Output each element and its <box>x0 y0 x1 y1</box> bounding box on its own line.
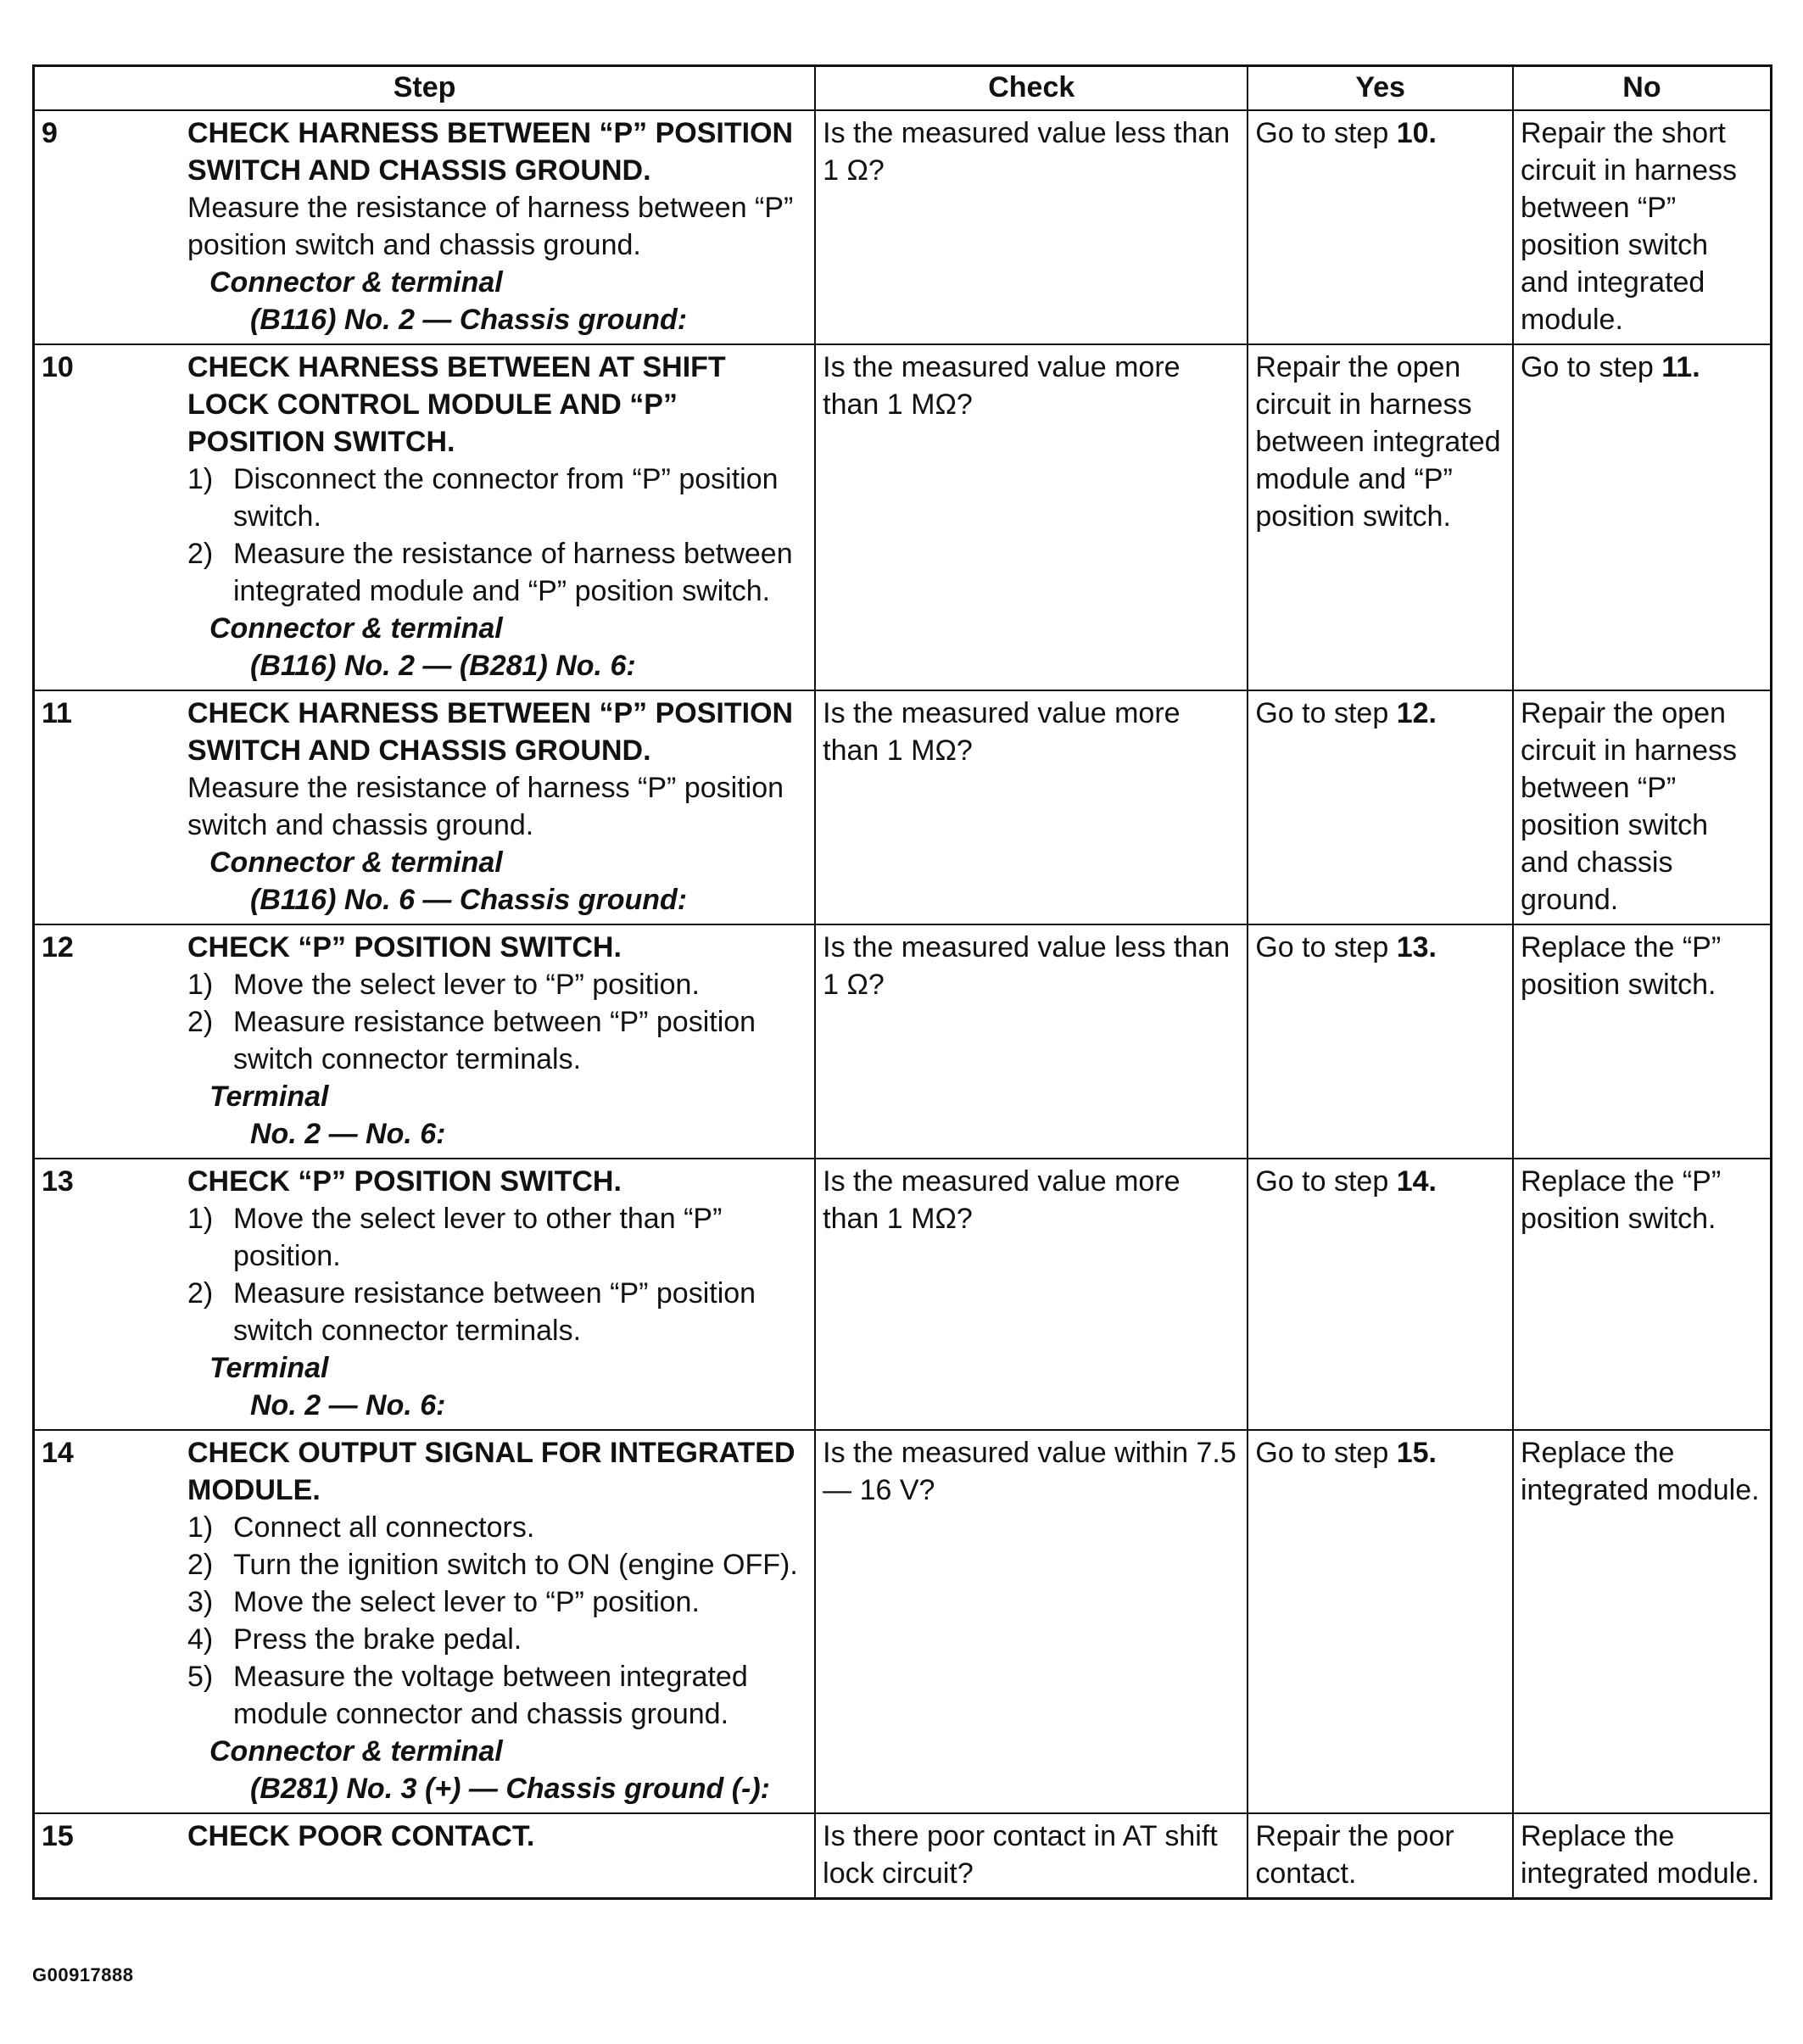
no-text: Replace the integrated module. <box>1520 1437 1760 1506</box>
connector-value: (B116) No. 2 — Chassis ground: <box>250 304 688 336</box>
yes-cell <box>1248 110 1513 344</box>
step-instruction-number: 4) <box>187 1623 214 1656</box>
step-body <box>187 1163 807 1424</box>
step-cell <box>34 1159 816 1430</box>
table-row <box>34 1430 1772 1813</box>
step-title: CHECK “P” POSITION SWITCH. <box>187 931 622 963</box>
step-content <box>42 114 807 338</box>
step-cell <box>34 1430 816 1813</box>
step-instruction-text: Press the brake pedal. <box>233 1623 522 1656</box>
step-instruction <box>187 461 807 535</box>
step-instruction-text: Move the select lever to “P” position. <box>233 1586 700 1618</box>
connector-value: No. 2 — No. 6: <box>250 1118 446 1150</box>
step-number: 14 <box>42 1437 74 1469</box>
connector-label: Connector & terminal <box>209 846 503 879</box>
step-content <box>42 1434 807 1807</box>
table-row <box>34 1813 1772 1899</box>
yes-prefix: Go to step <box>1255 931 1397 963</box>
yes-step-ref: 13. <box>1396 931 1437 963</box>
yes-cell <box>1248 1813 1513 1899</box>
yes-text: Repair the poor contact. <box>1255 1820 1454 1890</box>
step-cell <box>34 344 816 690</box>
step-instruction-number: 2) <box>187 538 214 570</box>
step-instruction-number: 1) <box>187 463 214 495</box>
step-instruction-number: 1) <box>187 969 214 1001</box>
step-intro: Measure the resistance of harness between “P” position switch and chassis ground. <box>187 192 794 261</box>
header-no: No <box>1513 66 1772 111</box>
connector-value: (B116) No. 6 — Chassis ground: <box>250 884 688 916</box>
step-instruction-text: Measure resistance between “P” position switch connector terminals. <box>233 1277 756 1347</box>
step-body <box>187 1818 807 1855</box>
check-cell: Is the measured value more than 1 MΩ? <box>815 1159 1248 1430</box>
step-instruction-text: Turn the ignition switch to ON (engine OFF). <box>233 1549 798 1581</box>
check-cell: Is the measured value more than 1 MΩ? <box>815 690 1248 924</box>
connector-label: Connector & terminal <box>209 1735 503 1768</box>
step-instruction <box>187 1003 807 1078</box>
yes-cell <box>1248 1430 1513 1813</box>
diagnostic-table <box>32 64 1772 1900</box>
step-instruction <box>187 1509 807 1546</box>
step-content <box>42 1818 807 1855</box>
yes-prefix: Go to step <box>1255 1437 1397 1469</box>
step-instruction-number: 2) <box>187 1006 214 1038</box>
header-check: Check <box>815 66 1248 111</box>
table-row <box>34 110 1772 344</box>
step-instruction-number: 1) <box>187 1511 214 1544</box>
step-number: 10 <box>42 351 74 383</box>
no-cell <box>1513 1159 1772 1430</box>
check-cell: Is there poor contact in AT shift lock circuit? <box>815 1813 1248 1899</box>
step-title: CHECK HARNESS BETWEEN “P” POSITION SWITCH AND CHASSIS GROUND. <box>187 697 794 767</box>
step-instruction-text: Measure the resistance of harness between integrated module and “P” position switch. <box>233 538 793 607</box>
check-cell: Is the measured value less than 1 Ω? <box>815 110 1248 344</box>
check-cell: Is the measured value less than 1 Ω? <box>815 924 1248 1159</box>
figure-id: G00917888 <box>32 1964 134 1985</box>
connector-label: Terminal <box>209 1081 329 1113</box>
yes-cell <box>1248 1159 1513 1430</box>
step-number: 13 <box>42 1165 74 1198</box>
connector-value: (B116) No. 2 — (B281) No. 6: <box>250 650 636 682</box>
yes-cell <box>1248 344 1513 690</box>
yes-prefix: Go to step <box>1255 117 1397 149</box>
no-step-ref: 11. <box>1661 351 1700 383</box>
no-text: Replace the “P” position switch. <box>1520 1165 1722 1235</box>
step-body <box>187 1434 807 1807</box>
step-instruction-text: Measure resistance between “P” position switch connector terminals. <box>233 1006 756 1075</box>
step-instruction-number: 2) <box>187 1277 214 1310</box>
step-instruction-text: Connect all connectors. <box>233 1511 535 1544</box>
step-instruction-text: Move the select lever to other than “P” position. <box>233 1203 723 1272</box>
step-instruction <box>187 1200 807 1275</box>
table-row <box>34 344 1772 690</box>
no-cell <box>1513 924 1772 1159</box>
step-title: CHECK HARNESS BETWEEN AT SHIFT LOCK CONTROL MODULE AND “P” POSITION SWITCH. <box>187 351 726 458</box>
no-text: Replace the integrated module. <box>1520 1820 1760 1890</box>
yes-prefix: Go to step <box>1255 697 1397 729</box>
header-row <box>34 66 1772 111</box>
step-body <box>187 929 807 1153</box>
step-instruction-number: 1) <box>187 1203 214 1235</box>
step-body <box>187 114 807 338</box>
step-instruction-text: Measure the voltage between integrated module connector and chassis ground. <box>233 1661 748 1730</box>
table-row <box>34 924 1772 1159</box>
yes-text: Repair the open circuit in harness between integrated module and “P” position switch. <box>1255 351 1501 533</box>
yes-step-ref: 12. <box>1396 697 1437 729</box>
no-cell <box>1513 1430 1772 1813</box>
step-instruction-number: 2) <box>187 1549 214 1581</box>
step-instruction <box>187 1275 807 1349</box>
connector-value: (B281) No. 3 (+) — Chassis ground (-): <box>250 1773 770 1805</box>
yes-cell <box>1248 690 1513 924</box>
step-number: 9 <box>42 117 58 149</box>
yes-cell <box>1248 924 1513 1159</box>
no-text: Repair the open circuit in harness between “P” position switch and chassis ground. <box>1520 697 1738 916</box>
step-body <box>187 349 807 684</box>
step-instruction <box>187 1546 807 1583</box>
step-number: 15 <box>42 1820 74 1852</box>
step-instruction-number: 3) <box>187 1586 214 1618</box>
step-cell <box>34 690 816 924</box>
connector-label: Connector & terminal <box>209 612 503 645</box>
table-body <box>34 110 1772 1899</box>
header-step: Step <box>34 66 816 111</box>
yes-step-ref: 15. <box>1396 1437 1437 1469</box>
yes-step-ref: 10. <box>1396 117 1437 149</box>
table-row <box>34 1159 1772 1430</box>
step-instruction-text: Move the select lever to “P” position. <box>233 969 700 1001</box>
step-instruction <box>187 966 807 1003</box>
step-instruction <box>187 1621 807 1658</box>
step-instruction <box>187 535 807 610</box>
step-title: CHECK POOR CONTACT. <box>187 1820 535 1852</box>
step-number: 11 <box>42 697 72 729</box>
step-content <box>42 929 807 1153</box>
step-number: 12 <box>42 931 74 963</box>
step-instruction <box>187 1583 807 1621</box>
check-cell: Is the measured value more than 1 MΩ? <box>815 344 1248 690</box>
no-cell <box>1513 110 1772 344</box>
table-row <box>34 690 1772 924</box>
no-prefix: Go to step <box>1520 351 1662 383</box>
step-content <box>42 349 807 684</box>
step-instruction-text: Disconnect the connector from “P” position switch. <box>233 463 779 533</box>
step-title: CHECK OUTPUT SIGNAL FOR INTEGRATED MODULE. <box>187 1437 795 1506</box>
yes-step-ref: 14. <box>1396 1165 1437 1198</box>
step-instruction-number: 5) <box>187 1661 214 1693</box>
header-yes: Yes <box>1248 66 1513 111</box>
step-body <box>187 695 807 919</box>
check-cell: Is the measured value within 7.5 — 16 V? <box>815 1430 1248 1813</box>
connector-value: No. 2 — No. 6: <box>250 1389 446 1421</box>
no-cell <box>1513 690 1772 924</box>
connector-label: Terminal <box>209 1352 329 1384</box>
no-cell <box>1513 1813 1772 1899</box>
no-cell <box>1513 344 1772 690</box>
step-content <box>42 695 807 919</box>
no-text: Repair the short circuit in harness between “P” position switch and integrated module. <box>1520 117 1738 336</box>
step-intro: Measure the resistance of harness “P” position switch and chassis ground. <box>187 772 784 841</box>
step-content <box>42 1163 807 1424</box>
connector-label: Connector & terminal <box>209 266 503 299</box>
yes-prefix: Go to step <box>1255 1165 1397 1198</box>
step-title: CHECK HARNESS BETWEEN “P” POSITION SWITCH AND CHASSIS GROUND. <box>187 117 794 187</box>
step-instruction <box>187 1658 807 1733</box>
step-title: CHECK “P” POSITION SWITCH. <box>187 1165 622 1198</box>
step-cell <box>34 924 816 1159</box>
step-cell <box>34 110 816 344</box>
step-cell <box>34 1813 816 1899</box>
no-text: Replace the “P” position switch. <box>1520 931 1722 1001</box>
